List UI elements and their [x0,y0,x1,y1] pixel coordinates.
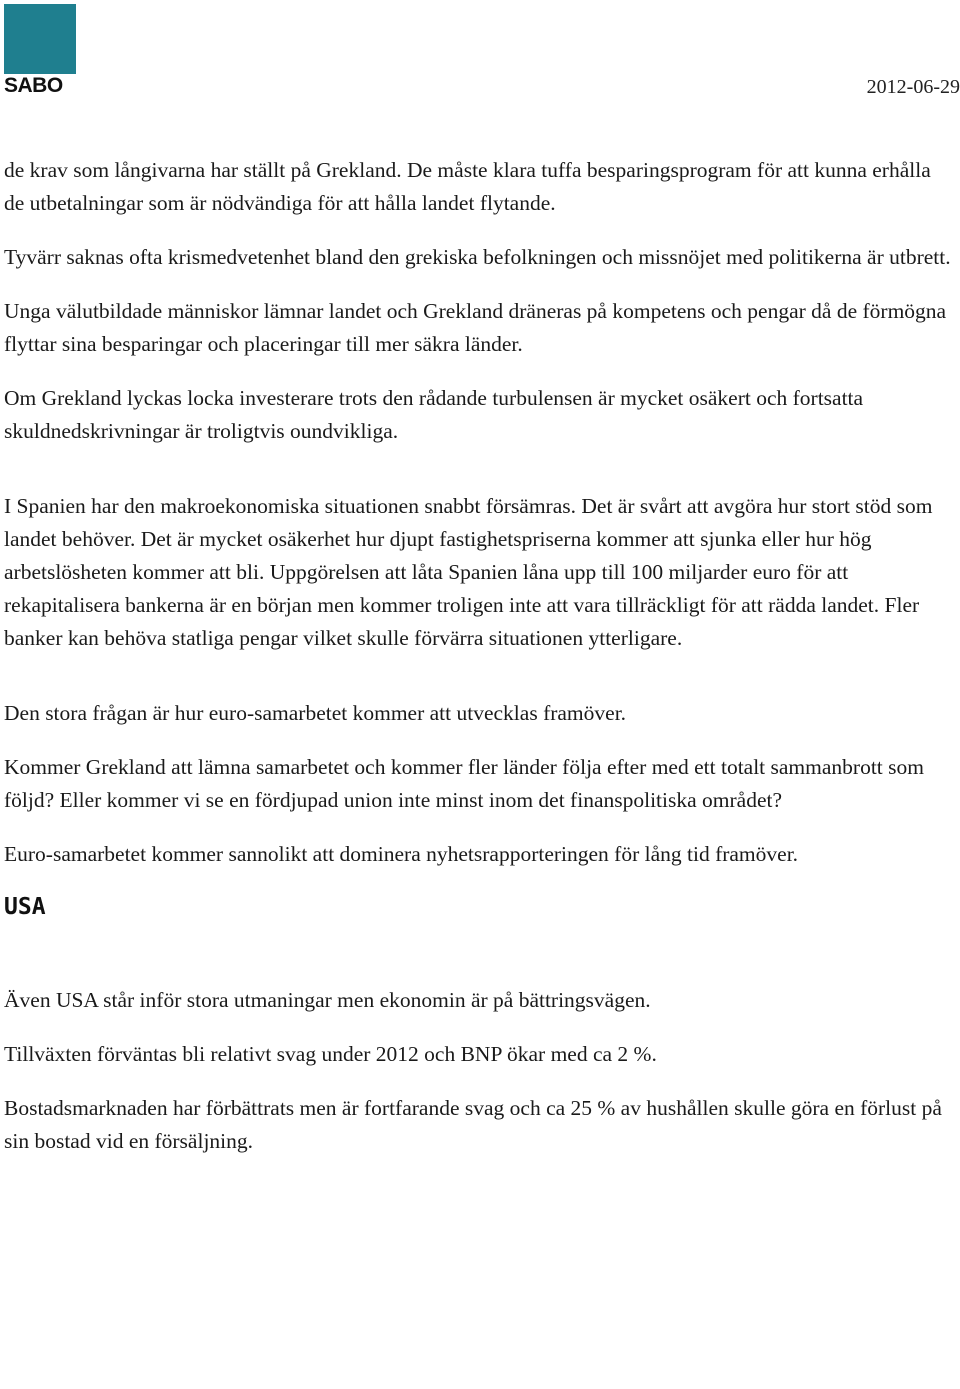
document-body [4,154,954,1179]
document-date: 2012-06-29 [866,76,960,98]
section-heading-usa: USA [4,894,46,920]
sabo-logo [4,4,76,96]
paragraph-euro-question: Den stora frågan är hur euro-samarbetet kommer att utvecklas framöver. [4,701,627,725]
paragraph-usa-challenges: Även USA står inför stora utmaningar men ekonomin är på bättringsvägen. [4,988,651,1012]
paragraph-euro-news: Euro-samarbetet kommer sannolikt att dominera nyhetsrapporteringen för lång tid framöver. [4,842,799,866]
paragraph-greece-requirements: de krav som långivarna har ställt på Grekland. De måste klara tuffa besparingsprogram för att kunna erhålla de utbetalningar som är nödvändiga för att hålla landet flytande. [4,158,931,215]
logo-text: SABO [4,74,63,97]
logo-square-icon [4,4,76,74]
paragraph-greece-leave: Kommer Grekland att lämna samarbetet och kommer fler länder följa efter med ett totalt sammanbrott som följd? Eller kommer vi se en fördjupad union inte minst inom det finanspolitiska området? [4,755,924,812]
paragraph-crisis-awareness: Tyvärr saknas ofta krismedvetenhet bland den grekiska befolkningen och missnöjet med politikerna är utbrett. [4,245,951,269]
paragraph-investors: Om Grekland lyckas locka investerare trots den rådande turbulensen är mycket osäkert och fortsatta skuldnedskrivningar är troligtvis oundvikliga. [4,386,864,443]
paragraph-brain-drain: Unga välutbildade människor lämnar landet och Grekland dräneras på kompetens och pengar då de förmögna flyttar sina besparingar och placeringar till mer säkra länder. [4,299,947,356]
paragraph-usa-housing: Bostadsmarknaden har förbättrats men är fortfarande svag och ca 25 % av hushållen skulle göra en förlust på sin bostad vid en försäljning. [4,1096,942,1153]
paragraph-spain: I Spanien har den makroekonomiska situationen snabbt försämras. Det är svårt att avgöra hur stort stöd som landet behöver. Det är mycket osäkerhet hur djupt fastighetspriserna kommer att sjunka eller hur hög arbetslösheten kommer att bli. Uppgörelsen att låta Spanien låna upp till 100 miljarder euro för att rekapitalisera bankerna är en början men kommer troligen inte att vara tillräckligt för att rädda landet. Fler banker kan behöva statliga pengar vilket skulle förvärra situationen ytterligare. [4,494,933,650]
paragraph-usa-growth: Tillväxten förväntas bli relativt svag under 2012 och BNP ökar med ca 2 %. [4,1042,657,1066]
